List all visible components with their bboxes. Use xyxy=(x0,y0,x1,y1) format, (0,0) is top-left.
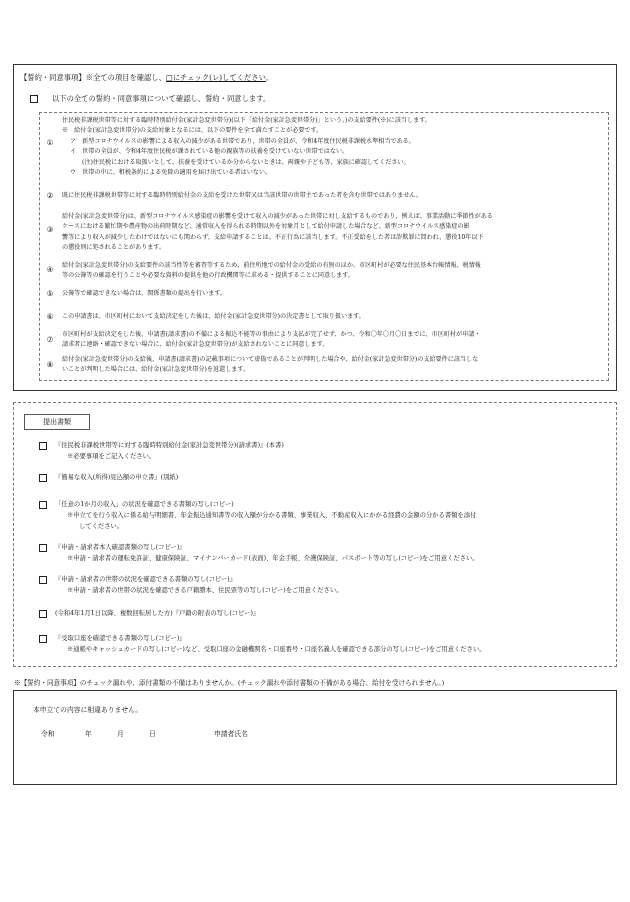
pledge-line: の懲役刑に処されることがあります。 xyxy=(62,244,166,252)
pledge-items-box xyxy=(39,112,609,381)
date-month-label: 月 xyxy=(117,730,124,738)
pledge-item-number: ② xyxy=(46,191,54,200)
pledge-item-number: ⑤ xyxy=(46,289,54,298)
pledge-line: 給付金(家計急変世帯分)の支給要件の該当性等を審査等するため、前住所地での給付金の受給の有無のほか、市区町村が必要な住民基本台帳情報、税情報 xyxy=(62,262,481,269)
pledge-line: この申請書は、市区町村において支給決定をした後は、給付金(家計急変世帯分)の決定書として取り扱います。 xyxy=(62,313,365,320)
document-checkbox[interactable] xyxy=(39,610,47,618)
date-day-label: 日 xyxy=(149,730,156,738)
pledge-item-number: ① xyxy=(46,138,54,147)
document-checkbox[interactable] xyxy=(39,501,47,509)
pledge-item-number: ⑧ xyxy=(46,360,54,369)
document-title: 『申請・請求者の世帯の状況を確認できる書類の写し(コピー)』 xyxy=(55,576,236,583)
date-era: 令和 xyxy=(41,730,55,738)
pledge-line: 給付金(家計急変世帯分)は、新型コロナウイルス感染症の影響を受けて収入の減少があった世帯に対し支給するものであり、例えば、事業活動に季節性がある xyxy=(62,213,493,220)
applicant-name-label: 申請者氏名 xyxy=(214,730,248,738)
document-checkbox[interactable] xyxy=(39,576,47,584)
pledge-line: 響等により収入が減少したわけではないにも関わらず、支給申請することは、不正行為に該当します。不正受給をした者は詐欺罪に問われ、懲役10年以下 xyxy=(62,233,484,241)
document-checkbox[interactable] xyxy=(39,474,47,482)
document-title: 『申請・請求者本人確認書類の写し(コピー)』 xyxy=(55,544,186,551)
document-title: 「任意の1か月の収入」の状況を確認できる書類の写し(コピー) xyxy=(55,501,234,508)
document-checkbox[interactable] xyxy=(39,544,47,552)
documents-section xyxy=(13,402,617,667)
pledge-line: ア 新型コロナウイルスの影響による収入の減少がある世帯であり、世帯の全員が、令和4年度住民税非課税水準相当である。 xyxy=(70,137,415,145)
pledge-line: イ 世帯の全員が、令和4年度住民税が課されている他の親族等の扶養を受けていない世帯ではない。 xyxy=(70,148,349,156)
declaration-statement: 本申立ての内容に相違ありません。 xyxy=(33,706,143,714)
document-note: ※申立てを行う収入に係る給与明細書、年金振込通知書等の収入額が分かる書類、事業収入、不動産収入にかかる経費の金額の分かる書類を添付 xyxy=(67,512,477,519)
pledge-item-number: ⑥ xyxy=(46,312,54,321)
pledge-line: 等の公簿等の確認を行うことや必要な資料の提供を他の行政機関等に求める・提供することに同意します。 xyxy=(62,272,355,280)
document-title: 『住民税非課税世帯等に対する臨時特別給付金(家計急変世帯分)(請求書)』(本書) xyxy=(55,442,284,449)
pledge-line: 公簿等で確認できない場合は、関係書類の提出を行います。 xyxy=(62,290,227,297)
pledge-line: 給付金(家計急変世帯分)の支給後、申請書(請求書)の記載事項について虚偽であることが判明した場合や、給付金(家計急変世帯分)の支給要件に該当しな xyxy=(62,356,479,363)
declaration-box xyxy=(13,690,617,785)
pledge-section xyxy=(13,64,617,391)
pledge-line: 既に住民税非課税世帯等に対する臨時特別給付金の支給を受けた世帯又は当該世帯の世帯主であった者を含む世帯ではありません。 xyxy=(62,192,422,199)
document-title: 『簡易な収入(所得)見込額の申立書』(別紙) xyxy=(55,474,179,481)
pledge-item-number: ⑦ xyxy=(46,335,54,344)
pledge-line: ケースにおける繁忙期や農産物の出荷時期など、通常収入を得られる時期以外を対象月として給付申請した場合など、新型コロナウイルス感染症の影 xyxy=(62,223,470,231)
agree-all-label: 以下の全ての誓約・同意事項について確認し、誓約・同意します。 xyxy=(52,94,271,103)
pledge-header: 【誓約・同意事項】※全ての項目を確認し、□にチェック(レ)してください。 xyxy=(20,73,274,82)
agree-all-checkbox[interactable] xyxy=(30,95,38,103)
pledge-item-number: ③ xyxy=(46,225,54,234)
document-note: してください。 xyxy=(79,522,124,530)
pledge-item-number: ④ xyxy=(46,265,54,274)
pledge-line: 市区町村が支給決定をした後、申請書(請求書)の不備による振込不能等の事由により支払が完了せず、かつ、令和〇年〇月〇日までに、市区町村が申請・ xyxy=(62,331,481,338)
document-title: 『受取口座を確認できる書類の写し(コピー)』 xyxy=(55,635,186,642)
footer-note: ※【誓約・同意事項】のチェック漏れや、添付書類の不備はありませんか。(チェック漏れや添付書類の不備がある場合、給付を受けられません。) xyxy=(14,679,445,687)
date-year-label: 年 xyxy=(85,730,92,738)
pledge-line: ※ 給付金(家計急変世帯分)の支給対象となるには、以下の要件を全て満たすことが必要です。 xyxy=(62,127,323,135)
document-checkbox[interactable] xyxy=(39,635,47,643)
pledge-line: 請求者に連絡・確認できない場合に、給付金(家計急変世帯分)が支給されないことに同意します。 xyxy=(62,341,329,349)
document-note: ※通帳やキャッシュカードの写し(コピー)など、受取口座の金融機関名・口座番号・口座名義人を確認できる部分の写し(コピー)をご用意ください。 xyxy=(67,646,486,653)
pledge-line: ウ 世帯の中に、租税条約による免除の適用を届け出ている者はいない。 xyxy=(70,169,272,177)
agree-all-row xyxy=(30,94,270,104)
pledge-line: (注)住民税における取扱いとして、扶養を受けているか分からないときは、両親や子ども等、家族に確認してください。 xyxy=(82,158,410,166)
document-note: ※申請・請求者の運転免許証、健康保険証、マイナンバーカード(表面)、年金手帳、介護保険証、パスポート等の写し(コピー)をご用意ください。 xyxy=(67,555,479,562)
document-title: (令和4年1月1日以降、複数回転居した方)『戸籍の附表の写し(コピー)』 xyxy=(55,610,260,617)
documents-label: 提出書類 xyxy=(24,414,90,430)
document-note: ※申請・請求者の世帯の状況を確認できる戸籍謄本、住民票等の写し(コピー)をご用意ください。 xyxy=(67,587,343,594)
pledge-line: 住民税非課税世帯等に対する臨時特別給付金(家計急変世帯分)(以下「給付金(家計急変世帯分)」という。)の支給要件(※)に該当します。 xyxy=(62,117,431,124)
document-note: ※必要事項をご記入ください。 xyxy=(67,453,156,460)
document-checkbox[interactable] xyxy=(39,442,47,450)
pledge-line: いことが判明した場合には、給付金(家計急変世帯分)を返還します。 xyxy=(62,366,250,374)
